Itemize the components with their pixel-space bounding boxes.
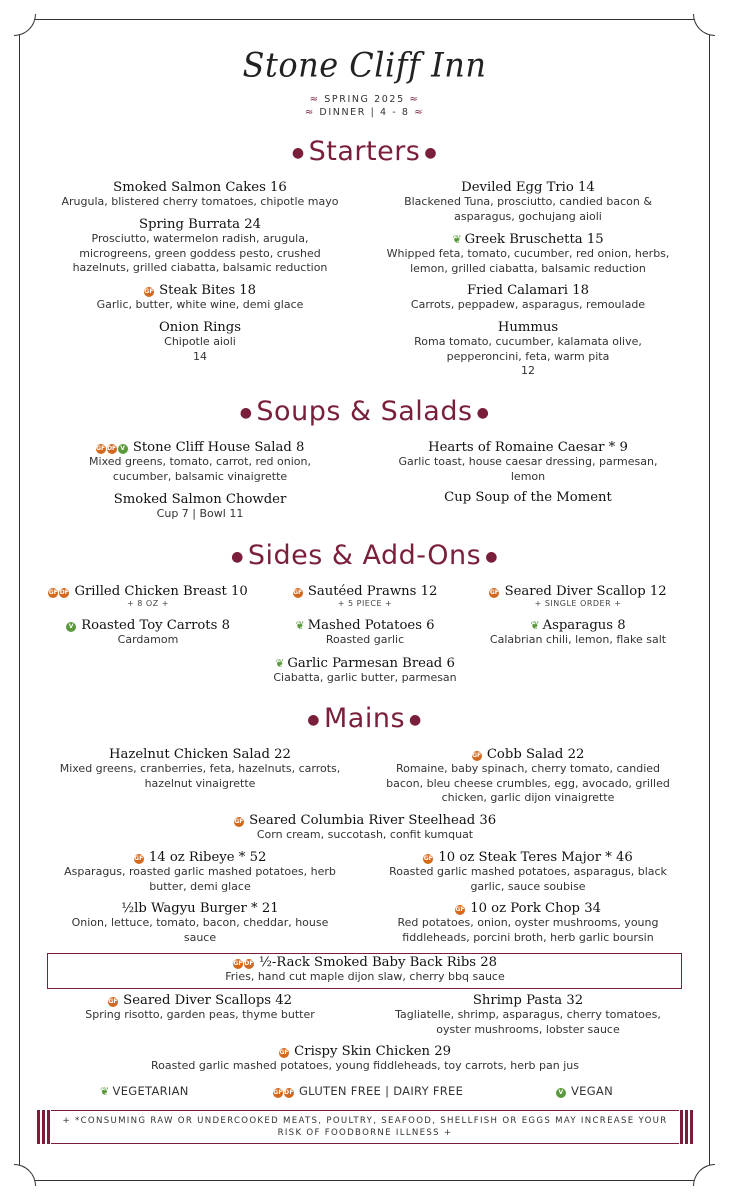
bullet-icon: ● — [476, 404, 490, 421]
leaf-icon: ❦ — [452, 233, 462, 246]
squiggle-icon: ≈ — [304, 107, 315, 118]
menu-item — [50, 993, 350, 1023]
section-title: Soups & Salads — [256, 396, 473, 427]
item-name: Seared Columbia River Steelhead — [249, 813, 476, 828]
dairy-free-icon: DF — [244, 960, 254, 967]
section-title: Starters — [308, 136, 421, 167]
item-description: Prosciutto, watermelon radish, arugula, microgreens, green goddess pesto, crushed hazelnuts, grilled ciabatta, balsamic reduction — [72, 232, 328, 275]
item-name: Spring Burrata — [139, 217, 240, 232]
item-description: + SINGLE ORDER + — [534, 599, 622, 608]
gluten-free-icon: GF — [134, 855, 144, 862]
item-description: Asparagus, roasted garlic mashed potatoes, herb butter, demi glace — [64, 865, 336, 893]
gluten-free-icon: GF — [234, 818, 244, 825]
season-label: SPRING 2025 — [324, 94, 405, 105]
item-price: 42 — [275, 993, 293, 1008]
service-line — [0, 107, 729, 118]
leaf-icon: ❦ — [295, 619, 305, 632]
legend-vegan — [556, 1084, 613, 1098]
section-heading-sides — [0, 540, 729, 571]
leaf-icon: ❦ — [530, 619, 540, 632]
item-name: Onion Rings — [159, 320, 241, 335]
legend-vegetarian — [100, 1084, 189, 1098]
item-description: Spring risotto, garden peas, thyme butter — [85, 1008, 315, 1021]
item-name: Garlic Parmesan Bread — [287, 656, 443, 671]
menu-item — [380, 901, 676, 945]
section-title: Mains — [323, 703, 406, 734]
item-price: 24 — [244, 217, 261, 232]
item-price: 18 — [572, 283, 589, 298]
item-description: Blackened Tuna, prosciutto, candied bacon & asparagus, gochujang aioli — [404, 195, 652, 223]
item-description: Calabrian chili, lemon, flake salt — [489, 633, 667, 646]
menu-item — [380, 283, 676, 313]
menu-item-featured — [150, 955, 580, 985]
section-heading-mains — [0, 703, 729, 734]
menu-item — [380, 440, 676, 484]
legend-label: GLUTEN FREE | DAIRY FREE — [298, 1084, 464, 1098]
menu-item — [50, 440, 350, 484]
menu-item — [380, 232, 676, 276]
menu-item — [30, 584, 266, 608]
item-price: 6 — [426, 618, 435, 633]
item-price: 14 — [193, 349, 207, 363]
item-price: 16 — [270, 180, 287, 195]
menu-item — [380, 993, 676, 1037]
dairy-free-icon: DF — [107, 445, 117, 452]
item-name: Hazelnut Chicken Salad — [109, 747, 270, 762]
squiggle-icon: ≈ — [309, 94, 320, 105]
menu-item — [380, 747, 676, 806]
item-description: Roasted garlic mashed potatoes, asparagus, black garlic, sauce soubise — [389, 865, 667, 893]
item-name: Hearts of Romaine Caesar * — [428, 440, 616, 455]
gluten-free-icon: GF — [489, 589, 499, 596]
item-name: Hummus — [497, 320, 559, 335]
menu-item — [468, 618, 688, 648]
item-price: 34 — [584, 901, 601, 916]
bullet-icon: ● — [424, 144, 438, 161]
item-name: Crispy Skin Chicken — [294, 1044, 431, 1059]
item-price: 12 — [649, 584, 667, 599]
item-name: Roasted Toy Carrots — [81, 618, 218, 633]
item-name: Sautéed Prawns — [307, 584, 417, 599]
item-description: + 5 PIECE + — [337, 599, 393, 608]
warning-text: + *CONSUMING RAW OR UNDERCOOKED MEATS, POULTRY, SEAFOOD, SHELLFISH OR EGGS MAY INCREASE YOUR RISK OF FOODBORNE ILLNESS + — [62, 1116, 668, 1138]
item-name: 14 oz Ribeye * — [148, 850, 246, 865]
menu-item — [262, 584, 468, 608]
item-name: Seared Diver Scallops — [123, 993, 272, 1008]
item-description: Whipped feta, tomato, cucumber, red onion, herbs, lemon, grilled ciabatta, balsamic reduction — [386, 247, 670, 275]
item-description: Red potatoes, onion, oyster mushrooms, young fiddleheads, porcini broth, herb garlic boursin — [397, 916, 659, 944]
restaurant-title: Stone Cliff Inn — [242, 45, 487, 85]
menu-item — [380, 850, 676, 894]
item-price: 46 — [616, 850, 633, 865]
leaf-icon: ❦ — [100, 1085, 110, 1098]
section-heading-soups-salads — [0, 396, 729, 427]
item-price: 6 — [446, 656, 455, 671]
item-name: Grilled Chicken Breast — [74, 584, 227, 599]
menu-item — [230, 656, 500, 686]
item-name: Greek Bruschetta — [464, 232, 583, 247]
item-description: Tagliatelle, shrimp, asparagus, cherry tomatoes, oyster mushrooms, lobster sauce — [395, 1008, 661, 1036]
menu-item — [380, 180, 676, 224]
item-name: 10 oz Steak Teres Major * — [438, 850, 612, 865]
item-name: Deviled Egg Trio — [461, 180, 574, 195]
item-name: Asparagus — [542, 618, 614, 633]
item-price: 12 — [420, 584, 438, 599]
gluten-free-icon: GF — [108, 998, 118, 1005]
menu-item — [380, 490, 676, 505]
menu-item — [120, 1044, 610, 1074]
item-description: Roasted garlic — [325, 633, 405, 646]
item-description: Arugula, blistered cherry tomatoes, chipotle mayo — [61, 195, 339, 208]
item-description: Onion, lettuce, tomato, bacon, cheddar, house sauce — [71, 916, 329, 944]
item-price: 8 — [295, 440, 305, 455]
item-name: Smoked Salmon Cakes — [113, 180, 266, 195]
vegan-icon: V — [66, 622, 76, 632]
item-name: Cup Soup of the Moment — [444, 490, 612, 505]
menu-item — [468, 584, 688, 608]
leaf-icon: ❦ — [275, 657, 285, 670]
item-price: 14 — [578, 180, 595, 195]
item-price: 32 — [566, 993, 584, 1008]
item-description: Mixed greens, cranberries, feta, hazelnuts, carrots, hazelnut vinaigrette — [59, 762, 341, 790]
divider — [51, 1143, 679, 1144]
bullet-icon: ● — [485, 548, 498, 565]
item-description: Cup 7 | Bowl 11 — [156, 507, 244, 520]
menu-item — [50, 180, 350, 210]
gluten-free-icon: GF — [455, 906, 465, 913]
service-hours: DINNER | 4 - 8 — [319, 107, 410, 118]
item-description: Roma tomato, cucumber, kalamata olive, pepperoncini, feta, warm pita — [414, 335, 642, 363]
item-price: 28 — [480, 955, 498, 970]
item-name: Fried Calamari — [466, 283, 569, 298]
item-description: Chipotle aioli — [164, 335, 236, 348]
gluten-free-icon: GF — [472, 752, 482, 759]
item-description: Garlic toast, house caesar dressing, parmesan, lemon — [398, 455, 658, 483]
gluten-free-icon: GF — [233, 960, 243, 967]
menu-item — [150, 813, 580, 843]
section-heading-starters — [0, 136, 729, 167]
item-price: 15 — [586, 232, 604, 247]
item-name: Steak Bites — [159, 283, 236, 298]
vegan-icon: V — [118, 444, 128, 454]
gluten-free-icon: GF — [293, 589, 303, 596]
item-description: Garlic, butter, white wine, demi glace — [96, 298, 304, 311]
dairy-free-icon: DF — [59, 589, 69, 596]
squiggle-icon: ≈ — [409, 94, 420, 105]
divider — [51, 1110, 679, 1111]
item-price: 10 — [230, 584, 248, 599]
dairy-free-icon: DF — [284, 1089, 294, 1096]
decorative-bars — [681, 1110, 693, 1144]
squiggle-icon: ≈ — [414, 107, 425, 118]
item-price: 12 — [521, 364, 535, 378]
item-price: 21 — [261, 901, 279, 916]
legend-gf-df — [273, 1084, 463, 1098]
item-description: Fries, hand cut maple dijon slaw, cherry bbq sauce — [225, 970, 505, 983]
menu-item — [400, 320, 656, 379]
item-description: Cardamom — [117, 633, 179, 646]
menu-item — [60, 217, 340, 276]
gluten-free-icon: GF — [144, 288, 154, 295]
item-description: + 8 OZ + — [127, 599, 169, 608]
bullet-icon: ● — [239, 404, 253, 421]
item-price: 8 — [221, 618, 230, 633]
gluten-free-icon: GF — [48, 589, 58, 596]
menu-item — [50, 747, 350, 791]
gluten-free-icon: GF — [423, 855, 433, 862]
item-name: ½lb Wagyu Burger * — [121, 901, 258, 916]
season-line — [0, 94, 729, 105]
item-description: Roasted garlic mashed potatoes, young fiddleheads, toy carrots, herb pan jus — [151, 1059, 579, 1072]
item-name: Shrimp Pasta — [472, 993, 563, 1008]
bullet-icon: ● — [231, 548, 244, 565]
gluten-free-icon: GF — [96, 445, 106, 452]
item-price: 22 — [567, 747, 585, 762]
section-title: Sides & Add-Ons — [247, 540, 482, 571]
item-name: Seared Diver Scallop — [504, 584, 646, 599]
item-name: Mashed Potatoes — [307, 618, 422, 633]
menu-item — [262, 618, 468, 648]
legend-label: VEGAN — [570, 1084, 613, 1098]
menu-item — [50, 320, 350, 364]
decorative-bars — [37, 1110, 49, 1144]
item-price: 8 — [617, 618, 626, 633]
menu-item — [50, 850, 350, 894]
item-description: Romaine, baby spinach, cherry tomato, candied bacon, bleu cheese crumbles, egg, avocado, grilled chicken, garlic dijon vinaigrette — [386, 762, 670, 805]
item-description: Mixed greens, tomato, carrot, red onion, cucumber, balsamic vinaigrette — [89, 455, 311, 483]
legend-label: VEGETARIAN — [112, 1084, 189, 1098]
item-description: Ciabatta, garlic butter, parmesan — [273, 671, 457, 684]
item-name: Stone Cliff House Salad — [132, 440, 292, 455]
gluten-free-icon: GF — [273, 1089, 283, 1096]
bullet-icon: ● — [409, 711, 422, 728]
item-price: 52 — [249, 850, 267, 865]
food-safety-warning — [37, 1110, 693, 1144]
bullet-icon: ● — [307, 711, 320, 728]
item-name: Cobb Salad — [486, 747, 564, 762]
item-description: Carrots, peppadew, asparagus, remoulade — [410, 298, 646, 311]
vegan-icon: V — [556, 1088, 566, 1098]
item-price: 36 — [479, 813, 497, 828]
item-name: Smoked Salmon Chowder — [113, 492, 287, 507]
item-name: 10 oz Pork Chop — [470, 901, 580, 916]
item-price: 29 — [434, 1044, 452, 1059]
item-name: ½-Rack Smoked Baby Back Ribs — [259, 955, 477, 970]
gluten-free-icon: GF — [279, 1049, 289, 1056]
menu-item — [50, 901, 350, 945]
bullet-icon: ● — [291, 144, 305, 161]
menu-item — [30, 618, 266, 648]
menu-item — [50, 492, 350, 522]
item-price: 22 — [274, 747, 291, 762]
menu-item — [50, 283, 350, 313]
item-price: 18 — [239, 283, 257, 298]
item-price: 9 — [619, 440, 628, 455]
item-description: Corn cream, succotash, confit kumquat — [256, 828, 474, 841]
